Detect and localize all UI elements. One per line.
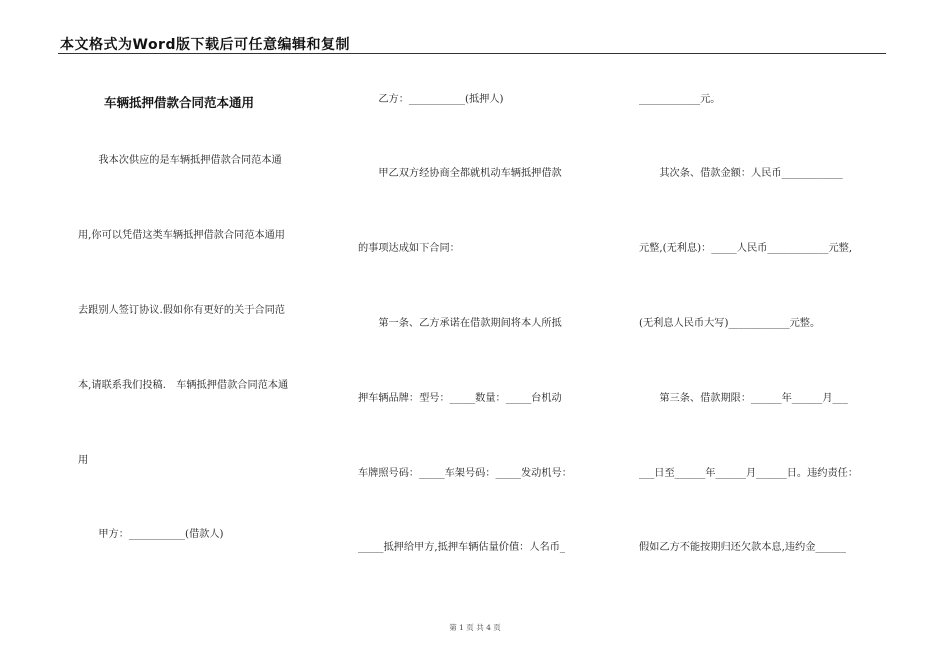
column-1: [78, 0, 323, 672]
text-line: 去跟别人签订协议.假如你有更好的关于合同范: [78, 305, 285, 316]
text-line: (无利息人民币大写)____________元整。: [639, 318, 821, 329]
text-line: ___日至______年______月______日。违约责任：: [639, 468, 859, 479]
text-line: 第三条、借款期限：______年______月___: [639, 393, 848, 404]
text-line: 假如乙方不能按期归还欠款本息,违约金______: [639, 542, 846, 553]
text-line: ____________元。: [639, 94, 721, 105]
text-line: 乙方：___________(抵押人): [358, 94, 504, 105]
text-line: 我本次供应的是车辆抵押借款合同范本通: [78, 155, 282, 166]
text-line: 的事项达成如下合同：: [358, 243, 460, 254]
page-number: 第 1 页 共 4 页: [449, 623, 501, 632]
text-line: 元整,(无利息)：_____人民币____________元整,: [639, 243, 853, 254]
text-line: 甲乙双方经协商全都就机动车辆抵押借款: [358, 168, 562, 179]
text-line: 本,请联系我们投稿. 车辆抵押借款合同范本通: [78, 380, 289, 391]
text-line: 用,你可以凭借这类车辆抵押借款合同范本通用: [78, 230, 285, 241]
text-line: 第一条、乙方承诺在借款期间将本人所抵: [358, 318, 562, 329]
document-header: 本文格式为Word版下载后可任意编辑和复制: [60, 37, 350, 53]
column-3: [639, 0, 891, 672]
text-line: 押车辆品牌：型号：_____数量：_____台机动: [358, 393, 562, 404]
text-line: 甲方：___________(借款人): [78, 529, 224, 540]
column-2: [358, 0, 606, 672]
text-line: 车牌照号码：_____车架号码：_____发动机号：: [358, 468, 572, 479]
text-line: 用: [78, 455, 89, 466]
text-line: 其次条、借款金额：人民币____________: [639, 168, 843, 179]
text-line: _____抵押给甲方,抵押车辆估量价值：人名币_: [358, 542, 565, 553]
document-title: 车辆抵押借款合同范本通用: [104, 95, 255, 110]
